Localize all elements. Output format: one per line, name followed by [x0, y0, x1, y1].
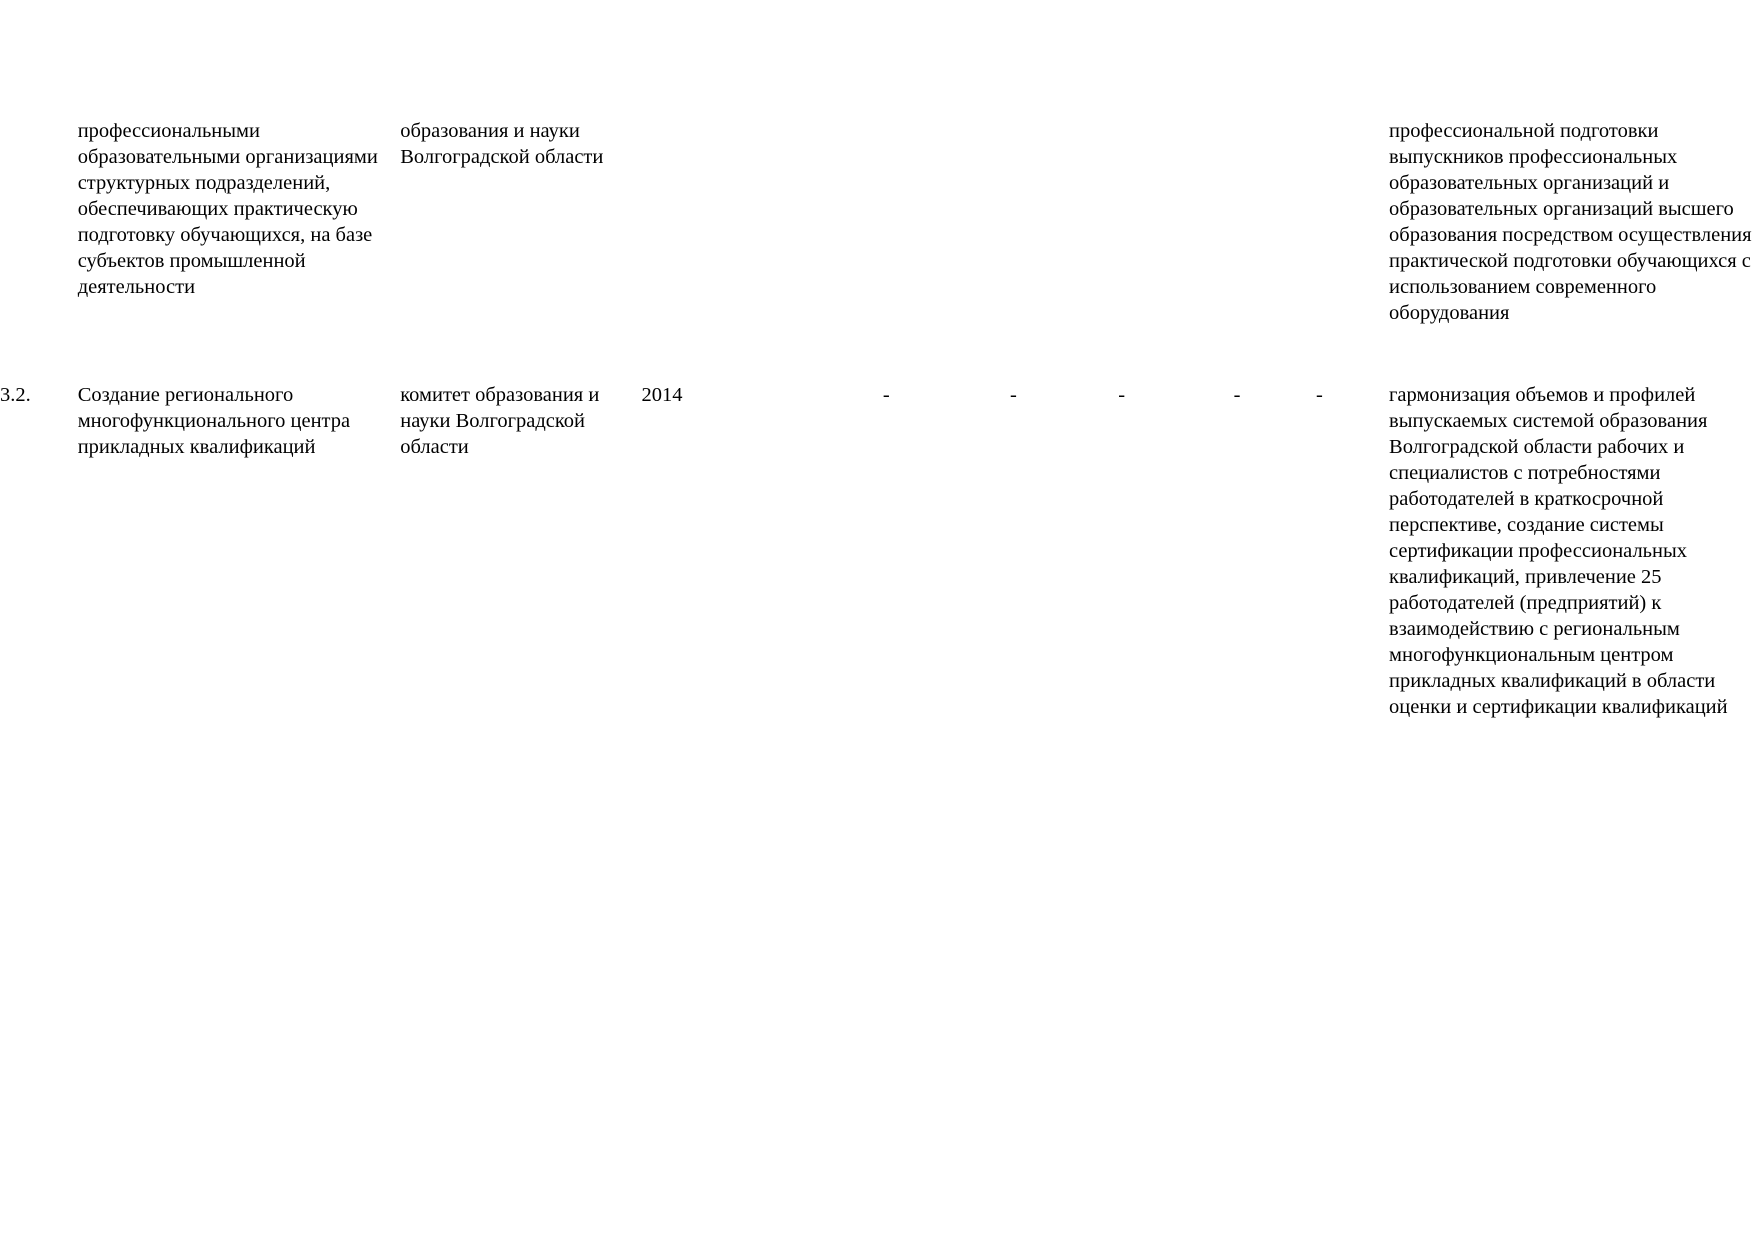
- row-number-cell: 3.2.: [0, 384, 31, 406]
- financing-total-cell: -: [882, 384, 890, 406]
- table-row: [0, 0, 1754, 326]
- financing-regional-cell: [1118, 0, 1233, 326]
- table-row: [0, 326, 1754, 720]
- result-cell: профессиональной подготовки выпускников профессиональных образовательных организаций и образовательных организаций высшего образования посредством осуществления практической подготовки обучающихся с использованием современного оборудования: [1389, 120, 1752, 324]
- financing-other-cell: -: [1316, 384, 1323, 406]
- executor-cell: комитет образования и науки Волгоградской области: [400, 384, 600, 458]
- measure-cell: профессиональными образовательными организациями структурных подразделений, обеспечивающих практическую подготовку обучающихся, на базе субъектов промышленной деятельности: [77, 120, 378, 298]
- financing-federal-cell: [1010, 0, 1118, 326]
- financing-local-cell: -: [1233, 384, 1241, 406]
- financing-federal-cell: -: [1009, 384, 1017, 406]
- year-cell: 2014: [641, 384, 683, 406]
- financing-other-cell: [1316, 0, 1389, 326]
- executor-cell: образования и науки Волгоградской области: [400, 120, 604, 168]
- financing-total-cell: [883, 0, 1010, 326]
- result-cell: гармонизация объемов и профилей выпускаемых системой образования Волгоградской области рабочих и специалистов с потребностями работодателей в краткосрочной перспективе, создание системы сертификации профессиональных квалификаций, привлечение 25 работодателей (предприятий) к взаимодействию с региональным многофункциональным центром прикладных квалификаций в области оценки и сертификации квалификаций: [1389, 384, 1728, 718]
- row-number-cell: [0, 0, 78, 326]
- measure-cell: Создание регионального многофункционального центра прикладных квалификаций: [77, 384, 351, 458]
- financing-regional-cell: -: [1118, 384, 1126, 406]
- financing-local-cell: [1234, 0, 1316, 326]
- year-cell: [642, 0, 883, 326]
